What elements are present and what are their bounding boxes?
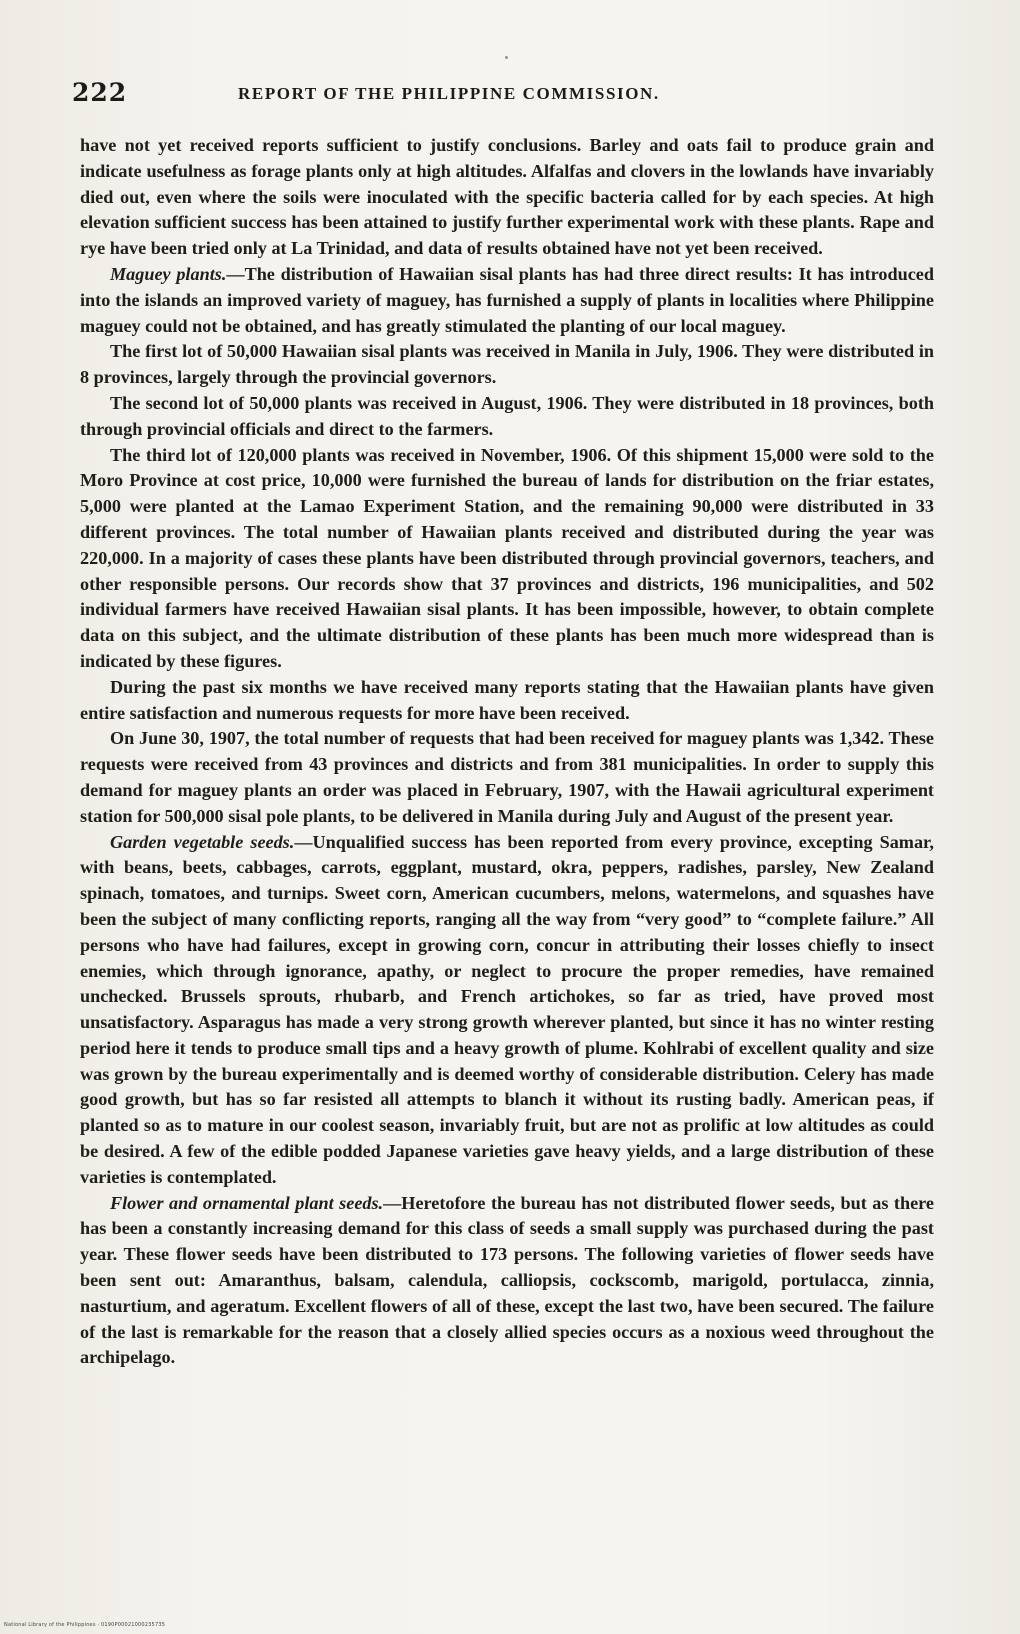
paragraph-first-lot: The first lot of 50,000 Hawaiian sisal plants was received in Manila in July, 1906. They were distributed in 8 provinces, largely through the provincial governors. [80,341,934,388]
paragraph-1: have not yet received reports sufficient to justify conclusions. Barley and oats fail to produce grain and indicate usefulness as forage plants only at high altitudes. Alfalfas and clovers in the lowlands have invariably died out, even where the soils were inoculated with the specific bacteria called for by each species. At high elevation sufficient success has been attained to justify further experimental work with these plants. Rape and rye have been tried only at La Trinidad, and data of results obtained have not yet been received. [80,135,934,259]
paragraph-garden-vegetable-seeds: Garden vegetable seeds.—Unqualified success has been reported from every province, excepting Samar, with beans, beets, cabbages, carrots, eggplant, mustard, okra, peppers, radishes, parsley, New Zealand spinach, tomatoes, and turnips. Sweet corn, American cucumbers, melons, watermelons, and squashes have been the subject of many conflicting reports, ranging all the way from “very good” to “complete failure.” All persons who have had failures, except in growing corn, concur in attributing their losses chiefly to insect enemies, which through ignorance, apathy, or neglect to procure the proper remedies, have remained unchecked. Brussels sprouts, rhubarb, and French artichokes, so far as tried, have proved most unsatisfactory. Asparagus has made a very strong growth wherever planted, but since it has no winter resting period here it tends to produce small tips and a heavy growth of plume. Kohlrabi of excellent quality and size was grown by the bureau experimentally and is deemed worthy of considerable distribution. Celery has made good growth, but has so far resisted all attempts to blanch it without its rusting badly. American peas, if planted so as to mature in our coolest season, invariably fruit, but are not as prolific at low altitudes as could be desired. A few of the edible podded Japanese varieties gave heavy yields, and a large distribution of these varieties is contemplated. [80,831,934,1187]
paragraph-flower-seeds: Flower and ornamental plant seeds.—Heretofore the bureau has not distributed flower seeds, but as there has been a constantly increasing demand for this class of seeds a small supply was purchased during the past year. These flower seeds have been distributed to 173 persons. The following varieties of flower seeds have been sent out: Amaranthus, balsam, calendula, calliopsis, cockscomb, marigold, portulacca, zinnia, nasturtium, and ageratum. Excellent flowers of all of these, except the last two, have been secured. The failure of the last is remarkable for the reason that a closely allied species occurs as a noxious weed throughout the archipelago. [80,1192,934,1368]
paragraph-past-six-months: During the past six months we have received many reports stating that the Hawaiian plants have given entire satisfaction and numerous requests for more have been received. [80,676,934,723]
paper-speck [505,56,508,59]
page-number: 222 [72,78,128,107]
paragraph-third-lot: The third lot of 120,000 plants was received in November, 1906. Of this shipment 15,000 were sold to the Moro Province at cost price, 10,000 were furnished the bureau of lands for distribution on the friar estates, 5,000 were planted at the Lamao Experiment Station, and the remaining 90,000 were distributed in 33 different provinces. The total number of Hawaiian plants received and distributed during the year was 220,000. In a majority of cases these plants have been distributed through provincial governors, teachers, and other responsible persons. Our records show that 37 provinces and districts, 196 municipalities, and 502 individual farmers have received Hawaiian sisal plants. It has been impossible, however, to obtain complete data on this subject, and the ultimate distribution of these plants has been much more widespread than is indicated by these figures. [80,444,934,671]
running-head: REPORT OF THE PHILIPPINE COMMISSION. [238,84,660,103]
paragraph-june-30: On June 30, 1907, the total number of requests that had been received for maguey plants was 1,342. These requests were received from 43 provinces and districts and from 381 municipalities. In order to supply this demand for maguey plants an order was placed in February, 1907, with the Hawaii agricultural experiment station for 500,000 sisal pole plants, to be delivered in Manila during July and August of the present year. [80,728,934,826]
scan-footer: National Library of the Philippines · 0190P00021000235735 [4,1622,166,1628]
section-lead-garden: Garden vegetable seeds. [110,831,295,852]
body-text [80,133,934,1371]
paragraph-second-lot: The second lot of 50,000 plants was received in August, 1906. They were distributed in 18 provinces, both through provincial officials and direct to the farmers. [80,392,934,439]
page-header [72,78,942,118]
section-lead-flower: Flower and ornamental plant seeds. [110,1192,384,1213]
section-lead-maguey: Maguey plants. [110,263,227,284]
paragraph-maguey-plants: Maguey plants.—The distribution of Hawaiian sisal plants has had three direct results: It has introduced into the islands an improved variety of maguey, has furnished a supply of plants in localities where Philippine maguey could not be obtained, and has greatly stimulated the planting of our local maguey. [80,263,934,336]
